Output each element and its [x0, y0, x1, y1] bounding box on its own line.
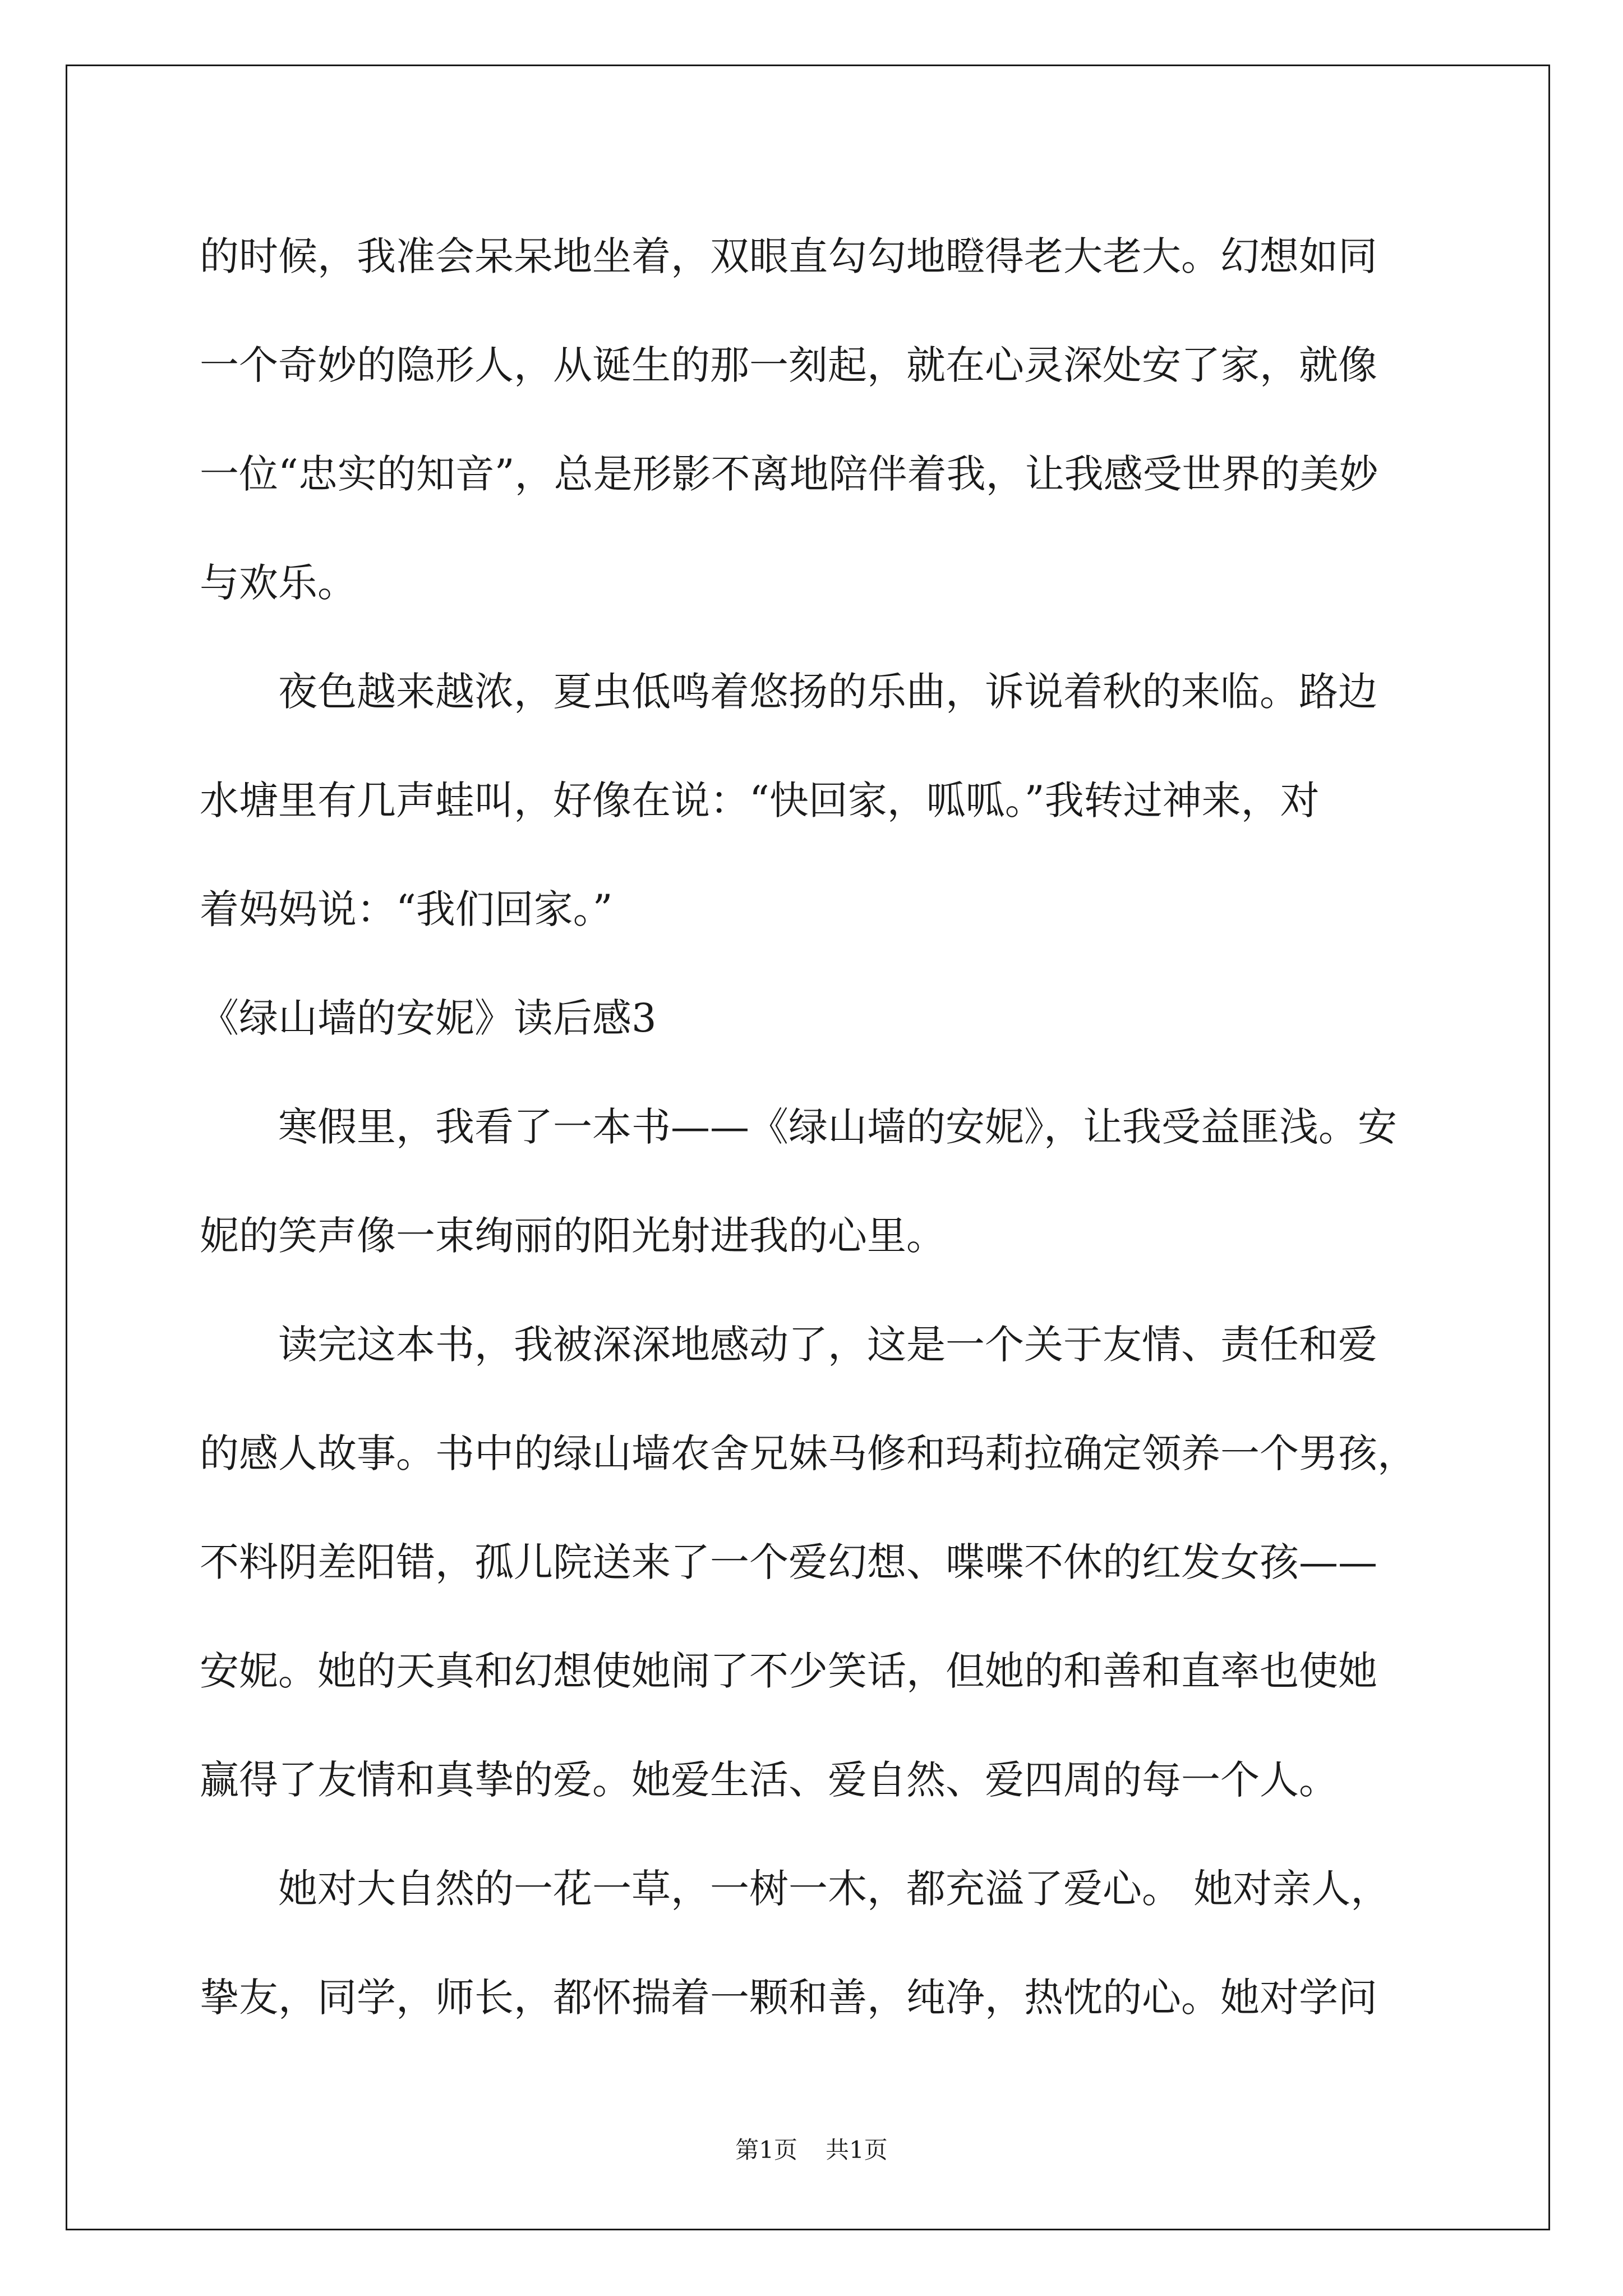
text-line: 的时候，我准会呆呆地坐着，双眼直勾勾地瞪得老大老大。幻想如同 [200, 233, 1377, 279]
text-line: 妮的笑声像一束绚丽的阳光射进我的心里。 [200, 1213, 946, 1259]
paragraph-4 [200, 1290, 1433, 1834]
text-line: 挚友，同学，师长，都怀揣着一颗和善，纯净，热忱的心。她对学问 [200, 1975, 1377, 2021]
text-line: 着妈妈说：“我们回家。” [200, 886, 613, 932]
document-body [200, 202, 1433, 2052]
heading-text: 《绿山墙的安妮》读后感3 [200, 995, 657, 1041]
text-line: 她对大自然的一花一草，一树一木，都充溢了爱心。 她对亲人， [200, 1866, 1390, 1912]
text-line: 夜色越来越浓，夏虫低鸣着悠扬的乐曲，诉说着秋的来临。路边 [200, 669, 1377, 715]
text-line: 安妮。她的天真和幻想使她闹了不少笑话，但她的和善和直率也使她 [200, 1648, 1377, 1694]
text-line: 一位“忠实的知音”，总是形影不离地陪伴着我，让我感受世界的美妙 [200, 451, 1378, 497]
paragraph-3 [200, 1073, 1433, 1290]
text-line: 不料阴差阳错，孤儿院送来了一个爱幻想、喋喋不休的红发女孩—— [200, 1539, 1377, 1585]
section-heading [200, 964, 1433, 1073]
page-number-total: 共1页 [826, 2136, 888, 2164]
text-line: 水塘里有几声蛙叫，好像在说：“快回家，呱呱。”我转过神来，对 [200, 777, 1320, 823]
paragraph-5 [200, 1834, 1433, 2052]
text-line: 一个奇妙的隐形人，从诞生的那一刻起，就在心灵深处安了家，就像 [200, 342, 1377, 388]
text-line: 与欢乐。 [200, 560, 357, 606]
paragraph-1 [200, 202, 1433, 637]
text-line: 赢得了友情和真挚的爱。她爱生活、爱自然、爱四周的每一个人。 [200, 1757, 1338, 1803]
page-number-current: 第1页 [735, 2136, 797, 2164]
text-line: 寒假里，我看了一本书——《绿山墙的安妮》，让我受益匪浅。安 [200, 1104, 1397, 1150]
page-footer [0, 2132, 1623, 2165]
text-line: 读完这本书，我被深深地感动了，这是一个关于友情、责任和爱 [200, 1322, 1377, 1368]
paragraph-2 [200, 637, 1433, 964]
text-line: 的感人故事。书中的绿山墙农舍兄妹马修和玛莉拉确定领养一个男孩， [200, 1430, 1417, 1476]
